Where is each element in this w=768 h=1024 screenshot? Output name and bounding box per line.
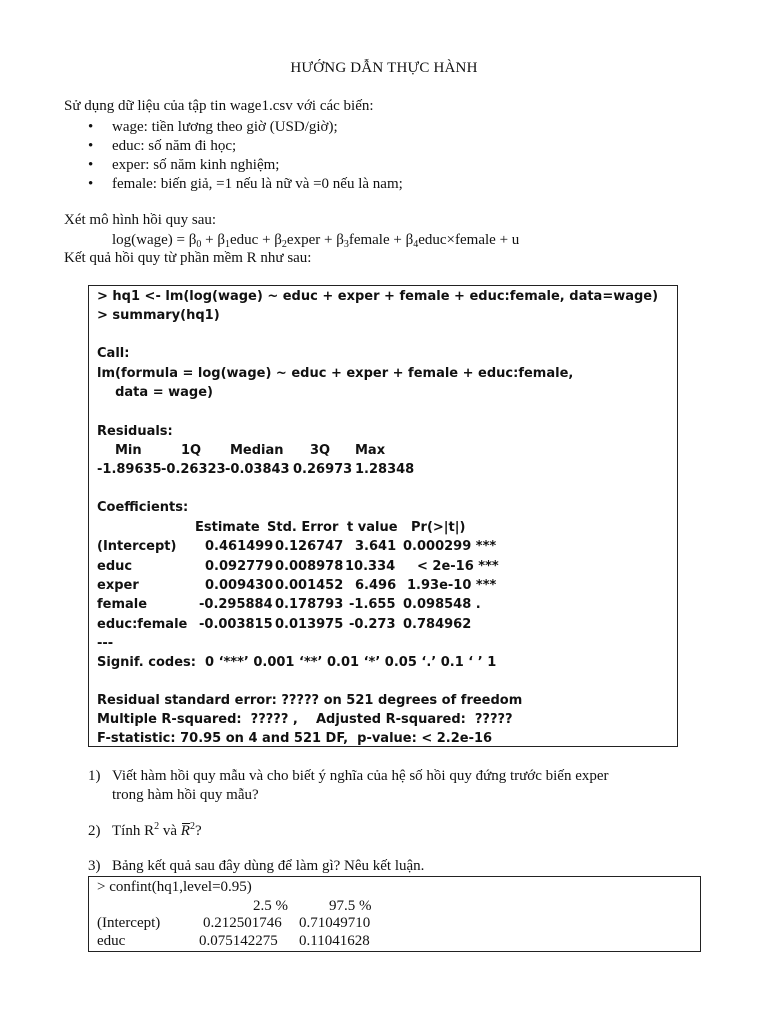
coef-t: -0.273 bbox=[349, 617, 396, 632]
document-title: HƯỚNG DẪN THỰC HÀNH bbox=[290, 60, 478, 76]
coef-p: 0.784962 bbox=[403, 617, 472, 632]
call-label: Call: bbox=[97, 346, 130, 361]
coef-estimate: 0.092779 bbox=[205, 559, 274, 574]
list-item: • wage: tiền lương theo giờ (USD/giờ); bbox=[88, 119, 338, 135]
residual-value: -0.26323 bbox=[161, 462, 226, 477]
separator: --- bbox=[97, 636, 114, 651]
confint-low: 0.212501746 bbox=[203, 915, 282, 931]
residual-value: -0.03843 bbox=[225, 462, 290, 477]
bullet-icon: • bbox=[88, 138, 94, 154]
residual-value: -1.89635 bbox=[97, 462, 162, 477]
r-command: > hq1 <- lm(log(wage) ~ educ + exper + female + educ:female, data=wage) bbox=[97, 289, 659, 304]
coef-name: educ bbox=[97, 559, 133, 574]
confint-header: 97.5 % bbox=[329, 898, 372, 914]
residual-header: Median bbox=[230, 443, 284, 458]
residual-header: Min bbox=[115, 443, 142, 458]
r-command: > confint(hq1,level=0.95) bbox=[97, 879, 252, 895]
confint-low: 0.075142275 bbox=[199, 933, 278, 949]
call-text: lm(formula = log(wage) ~ educ + exper + female + educ:female, bbox=[97, 366, 574, 381]
residual-value: 0.26973 bbox=[293, 462, 353, 477]
coef-se: 0.001452 bbox=[275, 578, 344, 593]
bullet-icon: • bbox=[88, 119, 94, 135]
coef-name: exper bbox=[97, 578, 139, 593]
confint-name: (Intercept) bbox=[97, 915, 161, 931]
list-item: • educ: số năm đi học; bbox=[88, 138, 237, 154]
coef-p: 0.000299 *** bbox=[403, 539, 497, 554]
f-statistic: F-statistic: 70.95 on 4 and 521 DF, p-value: < 2.2e-16 bbox=[97, 731, 493, 746]
confint-output-box bbox=[88, 876, 701, 952]
coef-header: Std. Error bbox=[267, 520, 339, 535]
list-item: • exper: số năm kinh nghiệm; bbox=[88, 157, 280, 173]
confint-name: educ bbox=[97, 933, 126, 949]
result-intro: Kết quả hồi quy từ phần mềm R như sau: bbox=[64, 250, 312, 266]
coef-name: female bbox=[97, 597, 148, 612]
model-equation: log(wage) = $\beta_0$ + $\beta_1educ$ + $\beta_2exper$ + $\beta_3female$ + $\beta_4educ\times female + u$ bbox=[112, 232, 520, 250]
confint-high: 0.11041628 bbox=[299, 933, 370, 949]
residuals-label: Residuals: bbox=[97, 424, 173, 439]
residual-header: Max bbox=[355, 443, 386, 458]
coefficients-label: Coefficients: bbox=[97, 500, 189, 515]
coef-t: 6.496 bbox=[355, 578, 397, 593]
coef-header: t value bbox=[347, 520, 398, 535]
signif-codes: Signif. codes: 0 ‘***’ 0.001 ‘**’ 0.01 ‘*’ 0.05 ‘.’ 0.1 ‘ ’ 1 bbox=[97, 655, 497, 670]
r-squared: Multiple R-squared: ????? , Adjusted R-squared: ????? bbox=[97, 712, 513, 727]
residual-value: 1.28348 bbox=[355, 462, 415, 477]
coef-name: educ:female bbox=[97, 617, 188, 632]
coef-p: < 2e-16 *** bbox=[417, 559, 499, 574]
coef-estimate: 0.009430 bbox=[205, 578, 274, 593]
list-item: • female: biến giả, =1 nếu là nữ và =0 nếu là nam; bbox=[88, 176, 403, 192]
r-command: > summary(hq1) bbox=[97, 308, 220, 323]
coef-estimate: -0.295884 bbox=[199, 597, 273, 612]
call-text: data = wage) bbox=[97, 385, 213, 400]
bullet-icon: • bbox=[88, 176, 94, 192]
intro-text: Sử dụng dữ liệu của tập tin wage1.csv với các biến: bbox=[64, 98, 374, 114]
coef-estimate: -0.003815 bbox=[199, 617, 273, 632]
variable-list bbox=[88, 118, 403, 194]
coef-t: 10.334 bbox=[345, 559, 396, 574]
coef-t: 3.641 bbox=[355, 539, 397, 554]
model-intro: Xét mô hình hồi quy sau: bbox=[64, 212, 217, 228]
coef-estimate: 0.461499 bbox=[205, 539, 274, 554]
bullet-icon: • bbox=[88, 157, 94, 173]
confint-header: 2.5 % bbox=[253, 898, 288, 914]
residual-header: 1Q bbox=[181, 443, 202, 458]
coef-p: 0.098548 . bbox=[403, 597, 481, 612]
coef-p: 1.93e-10 *** bbox=[407, 578, 497, 593]
coef-se: 0.178793 bbox=[275, 597, 344, 612]
residual-standard-error: Residual standard error: ????? on 521 degrees of freedom bbox=[97, 693, 523, 708]
coef-se: 0.008978 bbox=[275, 559, 344, 574]
coef-se: 0.126747 bbox=[275, 539, 344, 554]
coef-t: -1.655 bbox=[349, 597, 396, 612]
coef-header: Estimate bbox=[195, 520, 260, 535]
confint-high: 0.71049710 bbox=[299, 915, 371, 931]
coef-name: (Intercept) bbox=[97, 539, 177, 554]
residual-header: 3Q bbox=[310, 443, 331, 458]
coef-header: Pr(>|t|) bbox=[411, 520, 466, 535]
r-bar-symbol: R bbox=[180, 823, 190, 839]
r-output-box bbox=[88, 285, 678, 747]
document-page: HƯỚNG DẪN THỰC HÀNH Sử dụng dữ liệu của tập tin wage1.csv với các biến: • wage: tiền lương theo giờ (USD/giờ); • educ: số năm đi học; • exper: số năm kinh nghiệm; • female: biến giả, =1 nếu là nữ và =0 nếu là nam; Xét mô hình hồi quy sau: log(wage) = $\beta_0$ + $\beta_1educ$ + $\beta_2exper$ + $\beta_3female$ + $\beta_4educ\times female + u$ Kết quả hồi quy từ phần mềm R như sau: > hq1 <- lm(log(wage) ~ educ + exper + female + educ:female, data=wage) > summary(hq1) Call: lm(formula = log(wage) ~ educ + exper + female + educ:female, data = wage) Residuals: Min 1Q Median 3Q Max -1.89635 -0.26323 -0.03843 0.26973 1.28348 Coefficients: Estimate Std. Error t value Pr(>|t|) (Intercept) 0.461499 0.126747 3.641 0.000299 *** educ 0.092779 0.008978 10.334 < 2e-16 *** exper 0.009430 0.001452 6.496 1.93e-10 *** female -0.295884 0.178793 -1.655 0.098548 . educ:female -0.003815 0.013975 -0.273 0.784962 --- Signif. codes: 0 ‘***’ 0.001 ‘**’ 0.01 ‘*’ 0.05 ‘.’ 0.1 ‘ ’ 1 Residual standard error: ????? on 521 degrees of freedom Multiple R-squared: ????? , Adjusted R-squared: ????? F-statistic: 70.95 on 4 and 521 DF, p-value: < 2.2e-16 1) Viết hàm hồi quy mẫu và cho biết ý nghĩa của hệ số hồi quy đứng trước biến exper trong hàm hồi quy mẫu? 2) Tính $R^2$ và $R^2$? 3) Bảng kết quả sau đây dùng để làm gì? Nêu kết luận. > confint(hq1,level=0.95) 2.5 % 97.5 % (Intercept) 0.212501746 0.71049710 educ 0.075142275 0.11041628 bbox=[0, 0, 768, 1024]
coef-se: 0.013975 bbox=[275, 617, 344, 632]
